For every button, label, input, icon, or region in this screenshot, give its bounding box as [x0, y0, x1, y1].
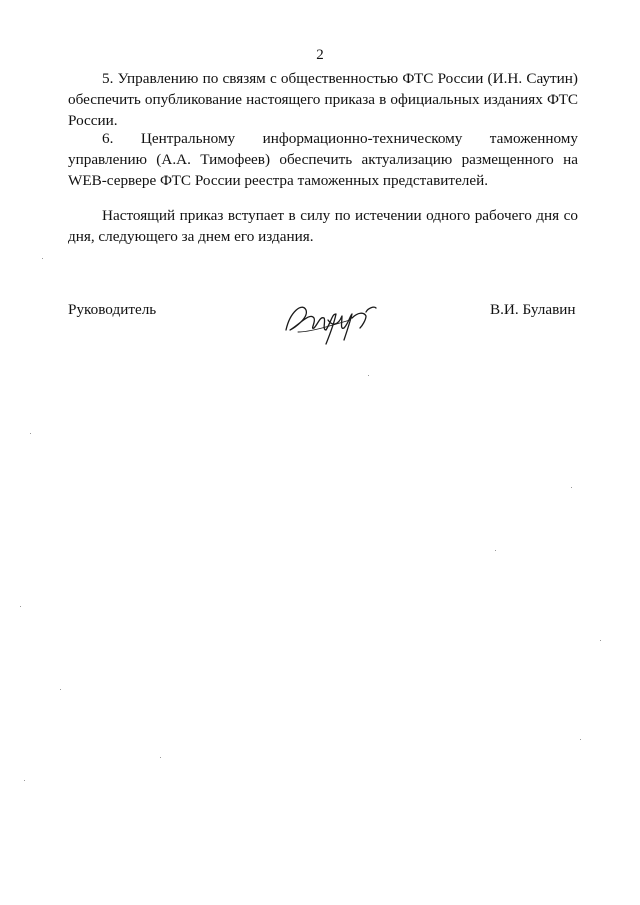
scan-speck	[160, 757, 161, 758]
paragraph-5: 5. Управлению по связям с общественностью ФТС России (И.Н. Саутин) обеспечить опубликование настоящего приказа в официальных изданиях ФТС России.	[68, 70, 578, 129]
handwritten-signature	[280, 290, 380, 346]
signatory-name: В.И. Булавин	[490, 301, 576, 318]
scan-speck	[368, 375, 369, 376]
scan-speck	[30, 433, 31, 434]
scan-speck	[42, 258, 43, 259]
paragraph-effective-date: Настоящий приказ вступает в силу по истечении одного рабочего дня со дня, следующего за днем его издания.	[68, 207, 578, 245]
scan-speck	[580, 739, 581, 740]
paragraph-6: 6. Центральному информационно-техническому таможенному управлению (А.А. Тимофеев) обеспечить актуализацию размещенного на WEB-сервере ФТС России реестра таможенных представителей.	[68, 130, 578, 189]
scan-speck	[20, 606, 21, 607]
scan-speck	[495, 550, 496, 551]
scan-speck	[24, 780, 25, 781]
scan-speck	[600, 640, 601, 641]
signatory-title: Руководитель	[68, 301, 157, 318]
scan-speck	[60, 689, 61, 690]
scan-speck	[571, 487, 572, 488]
page-number: 2	[316, 47, 324, 63]
